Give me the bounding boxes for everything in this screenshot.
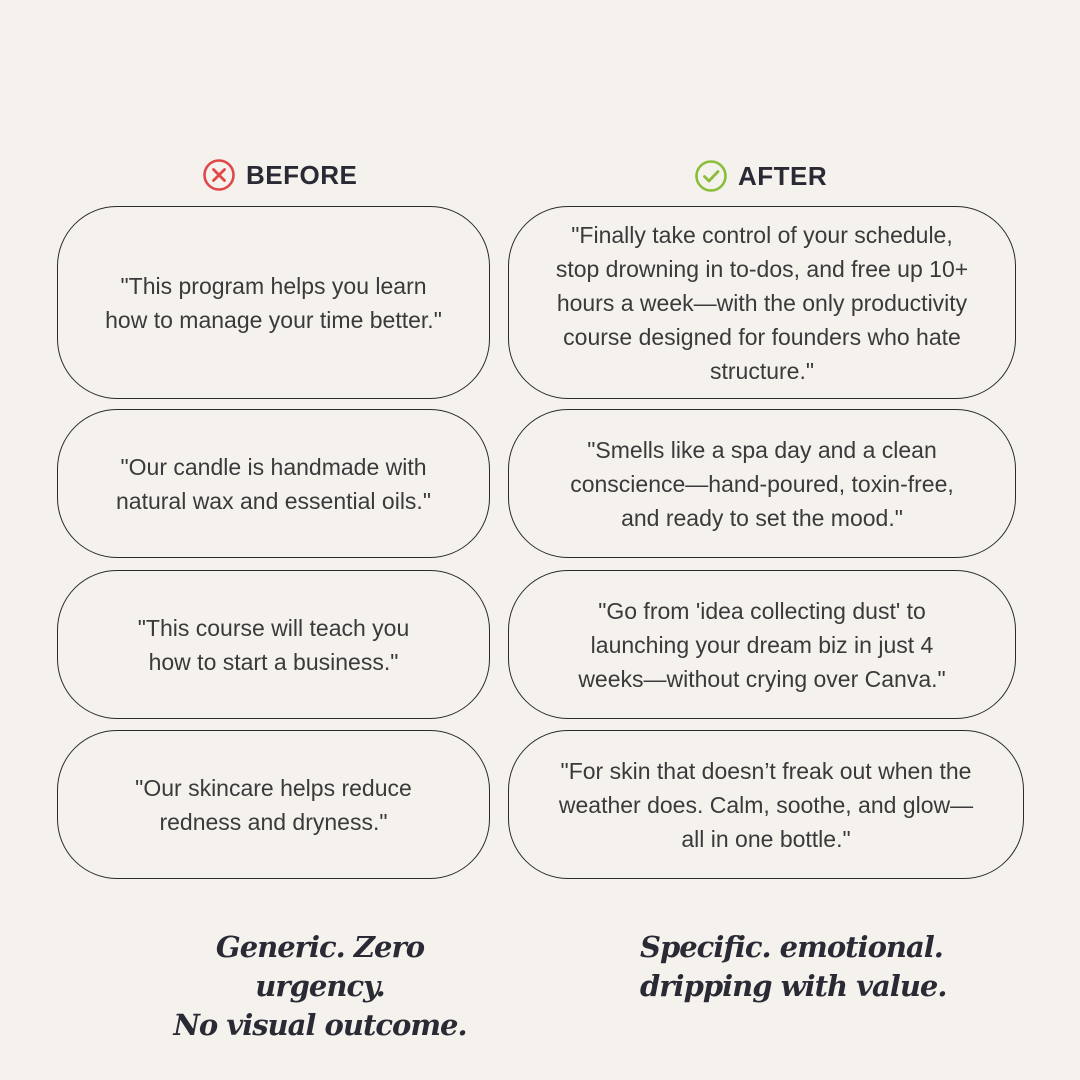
- before-card-text: "Our candle is handmade with natural wax and essential oils.": [115, 453, 431, 514]
- after-card: [508, 409, 1016, 558]
- before-card: [57, 730, 490, 879]
- before-header: [202, 158, 357, 192]
- after-header: [694, 159, 827, 193]
- after-caption-line: dripping with value.: [640, 969, 947, 1003]
- after-card-text: "Smells like a spa day and a clean conscience—hand-poured, toxin-free, and ready to set the mood.": [570, 436, 954, 531]
- after-card: [508, 206, 1016, 399]
- before-caption: [160, 928, 480, 1045]
- after-caption-line: Specific. emotional.: [640, 930, 943, 964]
- before-card-text: "This program helps you learn how to manage your time better.": [105, 272, 442, 333]
- after-caption: [640, 928, 980, 1006]
- before-caption-line: Generic. Zero urgency.: [215, 930, 425, 1003]
- after-card-text: "For skin that doesn’t freak out when the weather does. Calm, soothe, and glow—all in one bottle.": [558, 757, 974, 852]
- before-title: BEFORE: [246, 159, 358, 190]
- after-card: [508, 570, 1016, 719]
- before-card: [57, 206, 490, 399]
- before-card-text: "Our skincare helps reduce redness and dryness.": [135, 774, 412, 835]
- after-title: AFTER: [738, 160, 828, 191]
- after-card-text: "Go from 'idea collecting dust' to launching your dream biz in just 4 weeks—without crying over Canva.": [578, 597, 946, 692]
- before-caption-line: No visual outcome.: [173, 1008, 467, 1042]
- before-card-text: "This course will teach you how to start a business.": [137, 614, 410, 675]
- before-card: [57, 409, 490, 558]
- after-card: [508, 730, 1024, 879]
- check-circle-icon: [694, 159, 728, 193]
- after-card-text: "Finally take control of your schedule, stop drowning in to-dos, and free up 10+ hours a week—with the only productivity course designed for founders who hate structure.": [555, 221, 969, 384]
- before-card: [57, 570, 490, 719]
- x-circle-icon: [202, 158, 236, 192]
